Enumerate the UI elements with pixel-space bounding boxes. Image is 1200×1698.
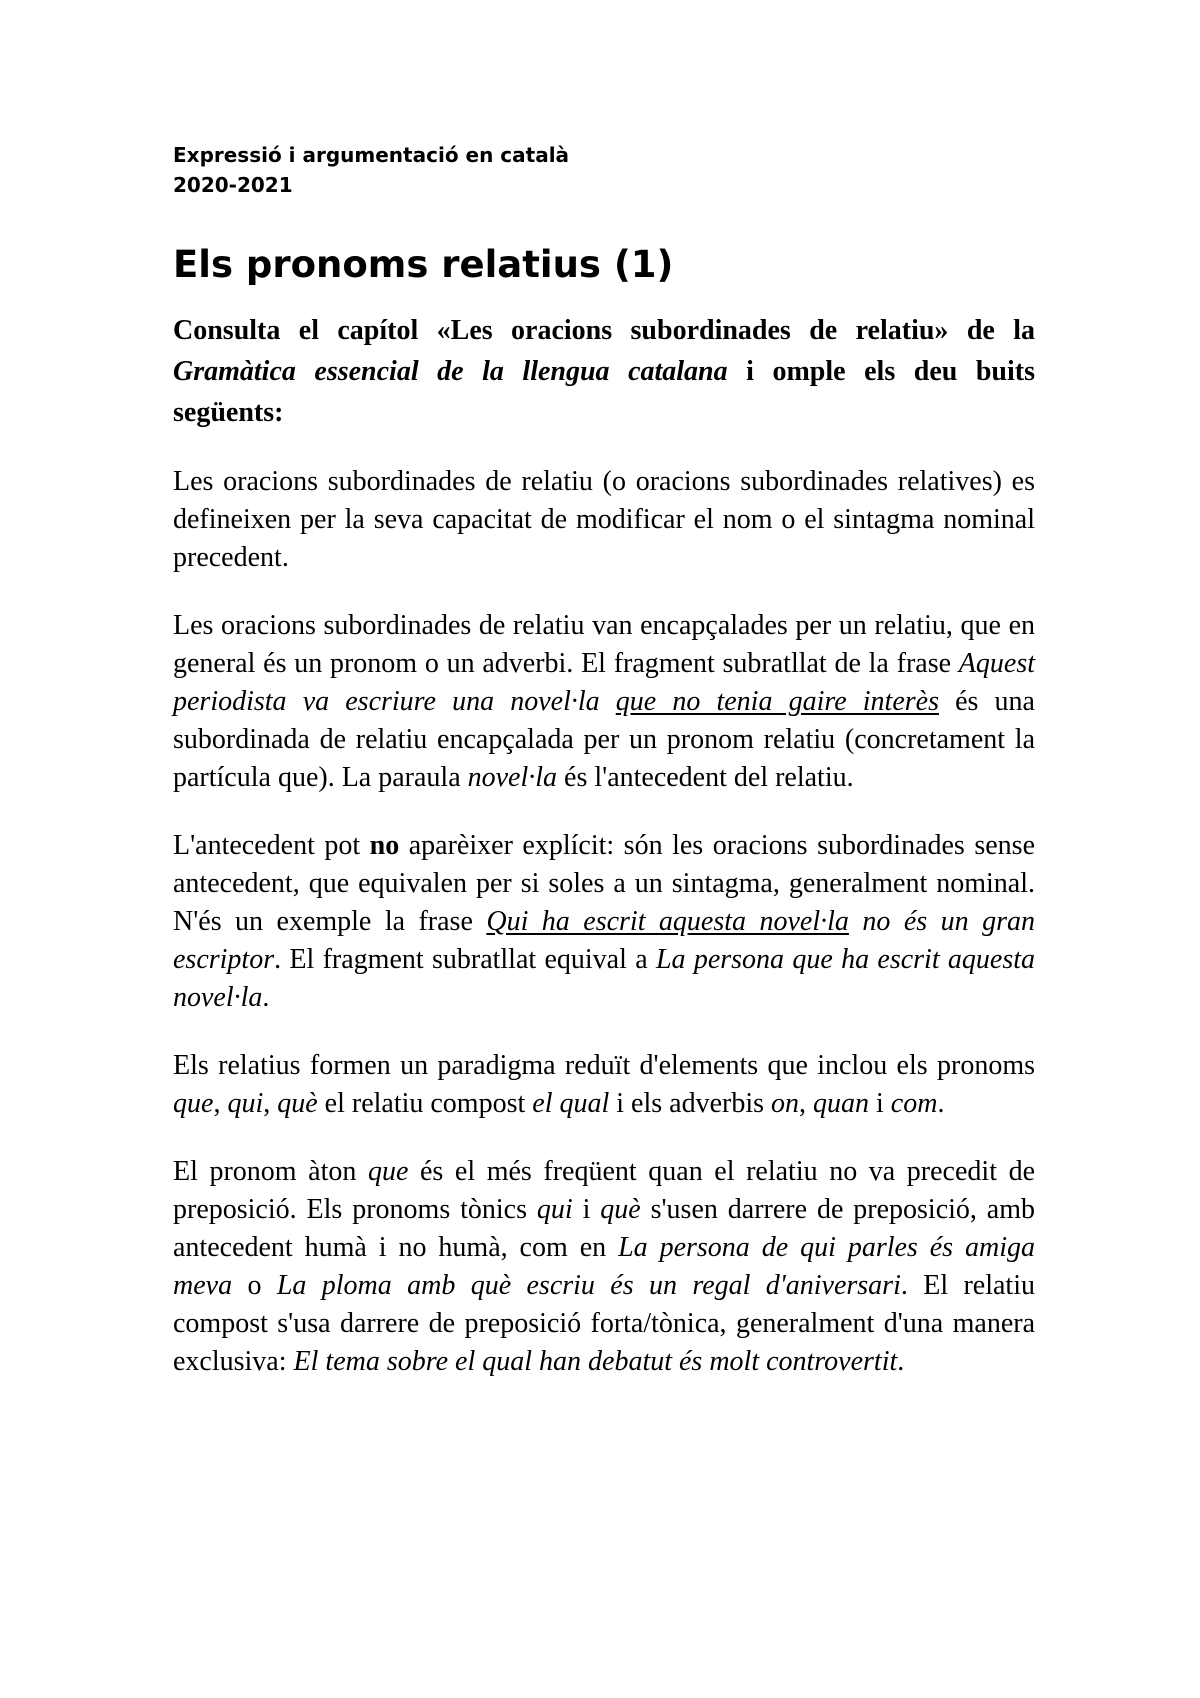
paragraph-4-text-b: el relatiu compost [317, 1088, 533, 1119]
paragraph-5-text-b: és el més freqüent quan el relatiu no va precedit de preposició. Els pronoms tònics [173, 1156, 1035, 1225]
paragraph-2-text-b: és una subordinada de relatiu encapçalada per un pronom relatiu (concretament la partícula que). La paraula [173, 686, 1035, 793]
example-sentence-6: El tema sobre el qual han debatut és molt controvertit [293, 1346, 898, 1377]
paragraph-5 [173, 1153, 1035, 1381]
paragraph-5-text-d: s'usen darrere de preposició, amb antecedent humà i no humà, com en [173, 1194, 1036, 1263]
separator: , [799, 1088, 814, 1119]
pronoun-que-accent: què [600, 1194, 641, 1225]
paragraph-5-text-g: . [897, 1346, 905, 1377]
relative-que: que [173, 1088, 214, 1119]
adverb-quan: quan [813, 1088, 870, 1119]
paragraph-3-text-d: . [262, 982, 270, 1013]
instruction-text-b: i omple els deu buits següents: [173, 356, 1035, 428]
paragraph-5-text-e: o [232, 1270, 277, 1301]
paragraph-2-text-a: Les oracions subordinades de relatiu van encapçalades per un relatiu, que en general és un pronom o un adverbi. El fragment subratllat de la frase [173, 610, 1035, 679]
pronoun-que: que [367, 1156, 409, 1187]
paragraph-5-text-f: . El relatiu compost s'usa darrere de preposició forta/tònica, generalment d'una manera exclusiva: [173, 1270, 1035, 1377]
course-name: Expressió i argumentació en català [173, 143, 570, 167]
paragraph-3 [173, 827, 1035, 1017]
paragraph-2 [173, 607, 1035, 797]
document-page [173, 140, 1035, 1381]
example-sentence-5: La ploma amb què escriu és un regal d'aniversari [276, 1270, 901, 1301]
paragraph-1-text: Les oracions subordinades de relatiu (o oracions subordinades relatives) es defineixen per la seva capacitat de modificar el nom o el sintagma nominal precedent. [173, 466, 1035, 573]
paragraph-5-text-a: El pronom àton [173, 1156, 368, 1187]
example-word-novella: novel·la [467, 762, 558, 793]
paragraph-2-text-c: és l'antecedent del relatiu. [557, 762, 854, 793]
book-title: Gramàtica essencial de la llengua catalana [173, 356, 728, 387]
page-title: Els pronoms relatius (1) [173, 243, 674, 286]
paragraph-1 [173, 463, 1035, 577]
paragraph-3-text-a: L'antecedent pot [173, 830, 370, 861]
pronoun-qui: qui [536, 1194, 573, 1225]
paragraph-4 [173, 1047, 1035, 1123]
example-sentence-1-start: Aquest periodista va escriure una novel·la [173, 648, 1035, 717]
paragraph-4-text-c: i els adverbis [609, 1088, 772, 1119]
paragraph-4-text-e: . [937, 1088, 945, 1119]
instruction-paragraph [173, 310, 1035, 433]
paragraph-4-text-d: i [869, 1088, 891, 1119]
instruction-text-a: Consulta el capítol «Les oracions subordinades de relatiu» de la [173, 315, 1035, 346]
emphasis-no: no [369, 830, 400, 861]
adverb-com: com [890, 1088, 938, 1119]
underlined-fragment-2: Qui ha escrit aquesta novel·la [486, 906, 849, 937]
academic-year: 2020-2021 [173, 173, 293, 197]
relative-qui: qui [227, 1088, 264, 1119]
relative-el-qual: el qual [532, 1088, 610, 1119]
example-sentence-2-end: no és un gran escriptor [173, 906, 1035, 975]
separator: , [213, 1088, 228, 1119]
separator: , [263, 1088, 278, 1119]
adverb-on: on [771, 1088, 800, 1119]
paragraph-5-text-c: i [572, 1194, 601, 1225]
relative-que-accent: què [277, 1088, 318, 1119]
paragraph-4-text-a: Els relatius formen un paradigma reduït d'elements que inclou els pronoms [173, 1050, 1035, 1081]
example-sentence-3: La persona que ha escrit aquesta novel·la [173, 944, 1036, 1013]
paragraph-3-text-b: aparèixer explícit: són les oracions subordinades sense antecedent, que equivalen per si soles a un sintagma, generalment nominal. N'és un exemple la frase [173, 830, 1035, 937]
paragraph-3-text-c: . El fragment subratllat equival a [274, 944, 656, 975]
example-sentence-4: La persona de qui parles és amiga meva [173, 1232, 1036, 1301]
underlined-fragment-1: que no tenia gaire interès [615, 686, 939, 717]
